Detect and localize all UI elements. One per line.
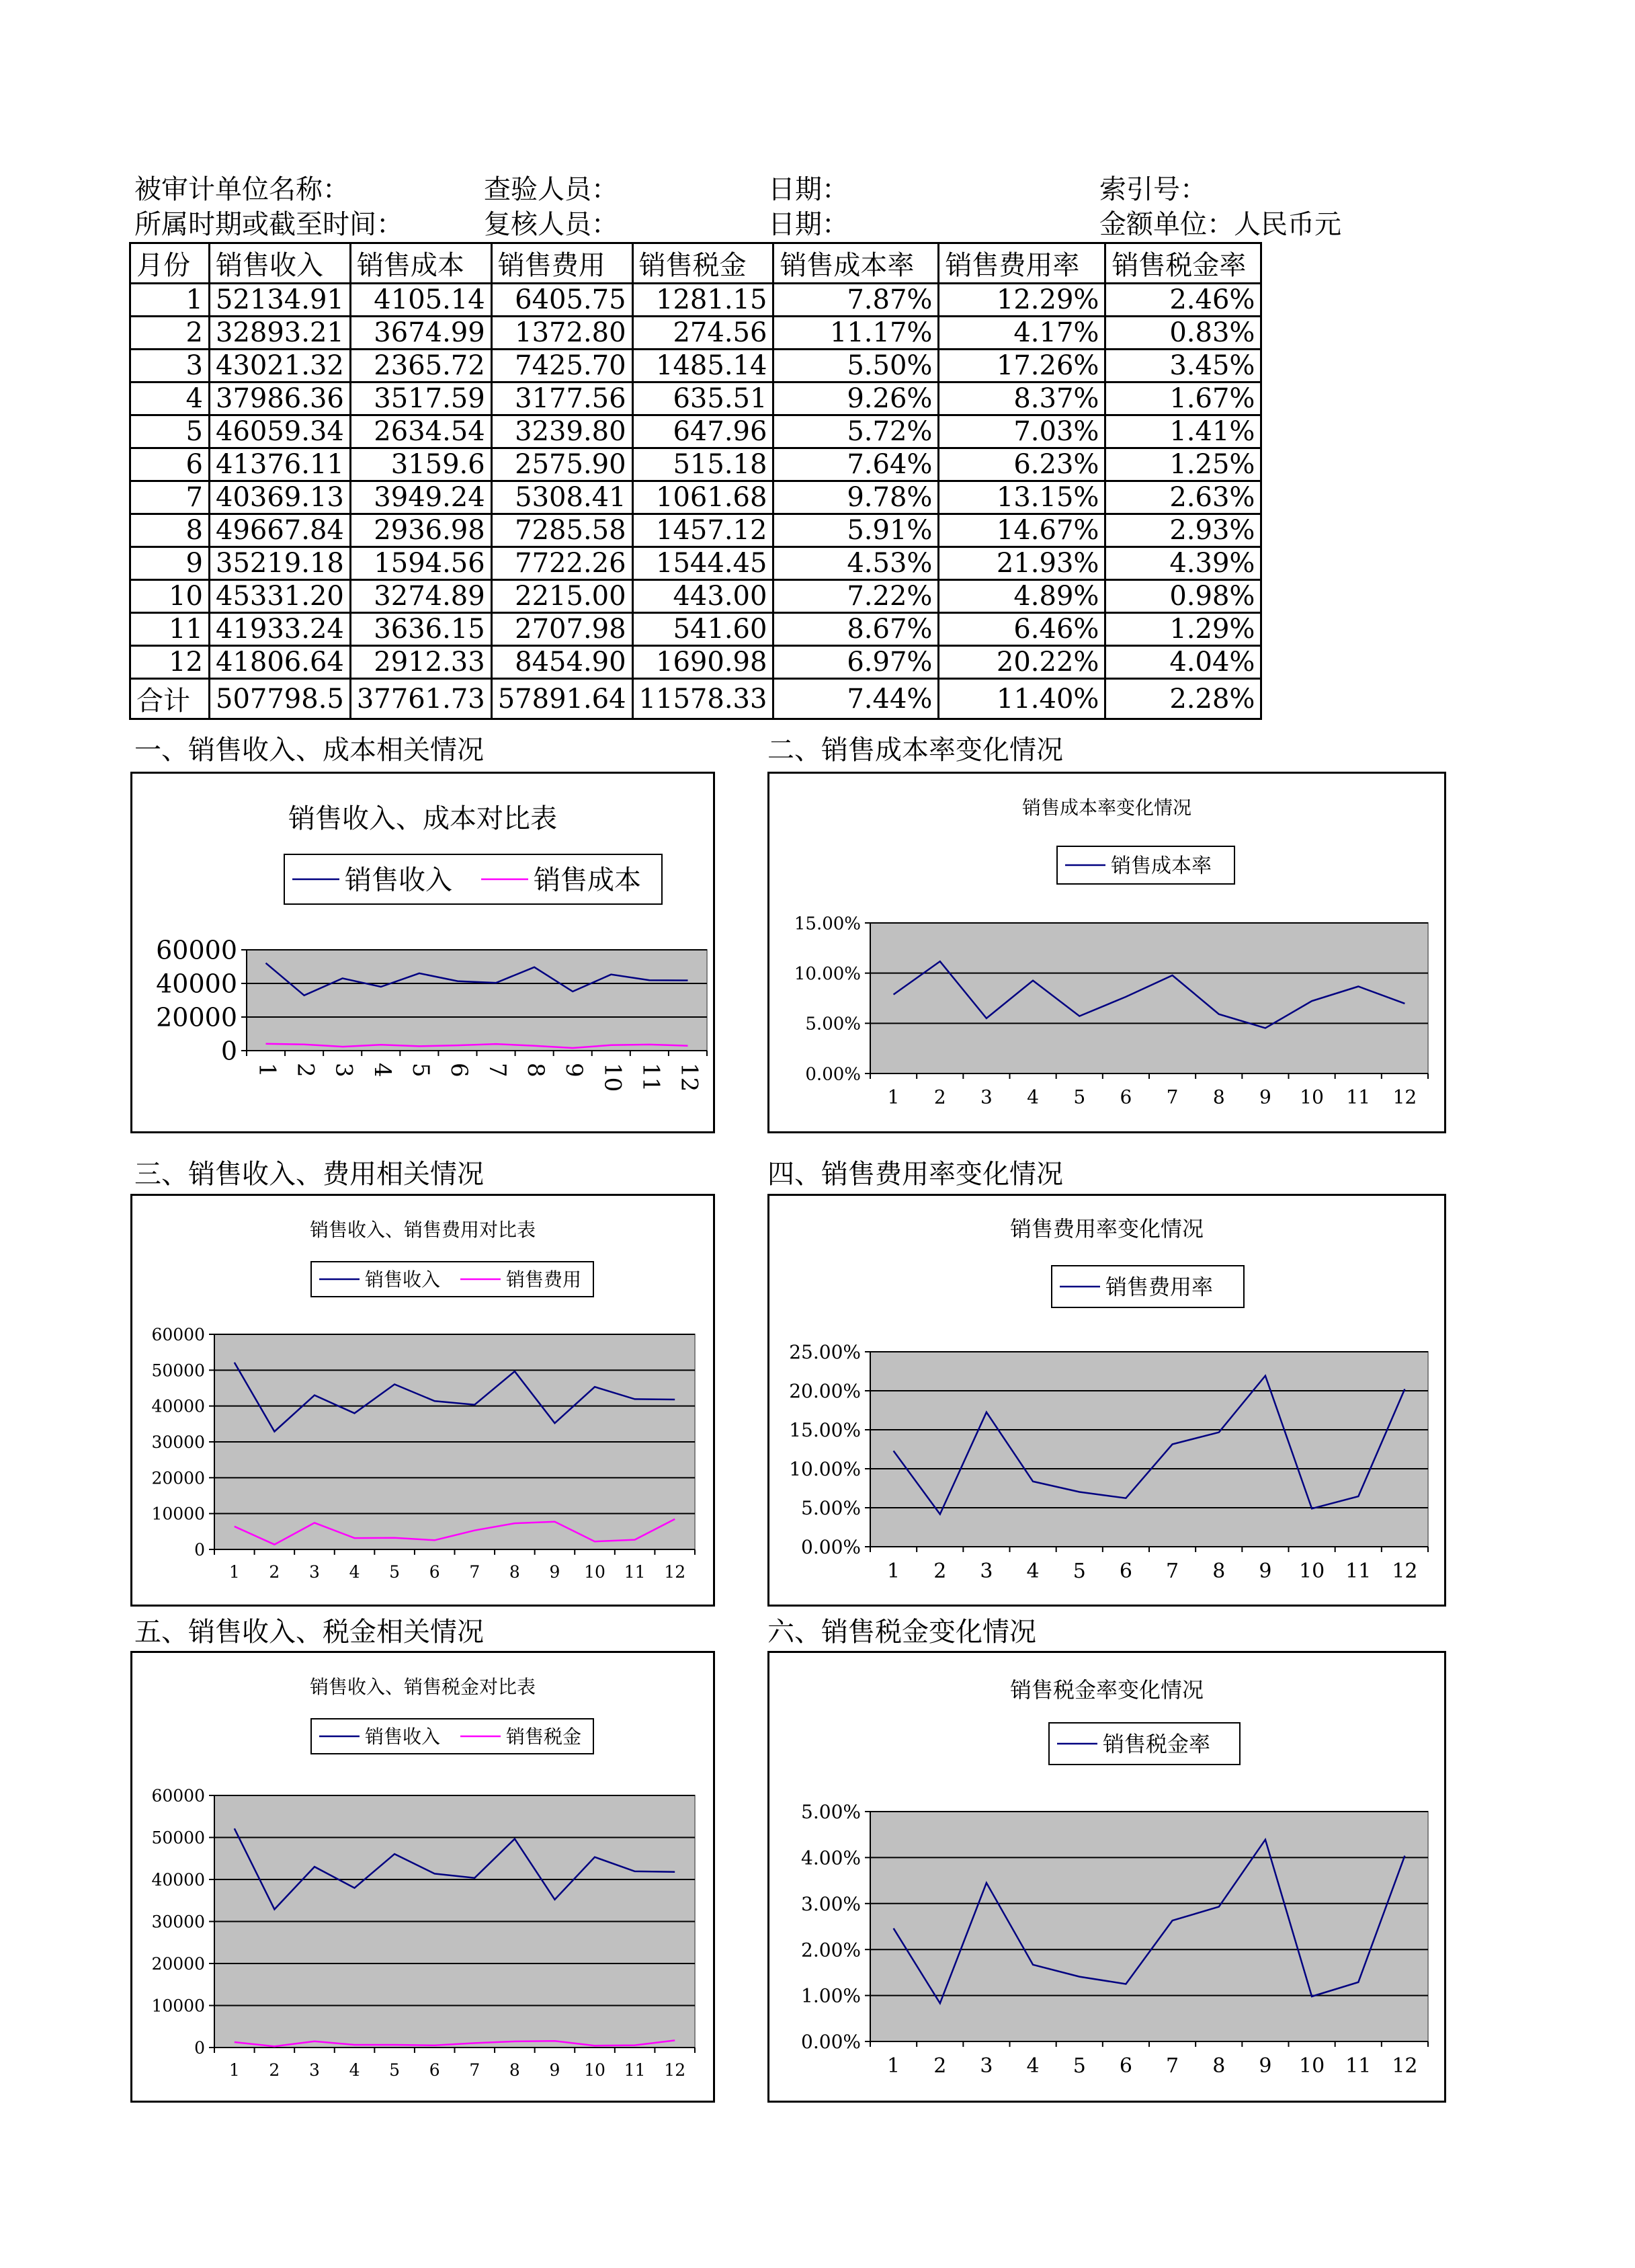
- x-tick-label: 5: [389, 1562, 401, 1582]
- cell-revenue: 32893.21: [210, 317, 351, 350]
- y-tick-label: 30000: [151, 1912, 205, 1932]
- x-tick-label: 8: [1212, 1560, 1226, 1583]
- x-tick-label: 2: [292, 1063, 319, 1078]
- x-tick-label: 9: [549, 1562, 560, 1582]
- cell-tax: 1544.45: [632, 547, 773, 580]
- table-row: [130, 613, 1261, 646]
- cell-month: 10: [130, 580, 210, 613]
- cell-tax: 647.96: [632, 415, 773, 448]
- chart-tax-rate: [767, 1651, 1446, 2103]
- x-tick-label: 8: [1212, 1086, 1225, 1108]
- x-tick-label: 12: [664, 2060, 686, 2080]
- cell-tax: 1457.12: [632, 514, 773, 547]
- x-tick-label: 6: [1119, 2054, 1132, 2078]
- y-tick-label: 50000: [151, 1361, 205, 1381]
- section-title-3: 三、销售收入、费用相关情况: [134, 1159, 484, 1190]
- cell-cost: 2634.54: [350, 415, 491, 448]
- cell-tax-rate: 0.83%: [1105, 317, 1261, 350]
- cell-cost-rate: 7.64%: [773, 448, 939, 481]
- x-tick-label: 7: [1166, 1560, 1179, 1583]
- legend-label: 销售收入: [365, 1726, 441, 1748]
- cell-month: 2: [130, 317, 210, 350]
- col-header-month: 月份: [130, 243, 210, 284]
- y-tick-label: 25.00%: [789, 1341, 861, 1364]
- cell-expense: 7425.70: [491, 350, 632, 382]
- cell-expense: 2575.90: [491, 448, 632, 481]
- cell-expense: 57891.64: [491, 679, 632, 719]
- cell-expense-rate: 17.26%: [939, 350, 1105, 382]
- legend-label: 销售收入: [365, 1268, 441, 1291]
- cell-revenue: 41376.11: [210, 448, 351, 481]
- cell-tax: 1690.98: [632, 646, 773, 679]
- chart-svg: [132, 1196, 713, 1605]
- cell-cost: 1594.56: [350, 547, 491, 580]
- cell-revenue: 43021.32: [210, 350, 351, 382]
- cell-month: 1: [130, 284, 210, 317]
- x-tick-label: 9: [1259, 2054, 1272, 2078]
- cell-expense-rate: 14.67%: [939, 514, 1105, 547]
- x-tick-label: 8: [1212, 2054, 1226, 2078]
- x-tick-label: 6: [1119, 1560, 1132, 1583]
- x-tick-label: 3: [309, 1562, 320, 1582]
- y-tick-label: 0: [194, 1540, 205, 1560]
- cell-revenue: 37986.36: [210, 382, 351, 415]
- chart-title: 销售收入、成本对比表: [288, 803, 557, 834]
- cell-cost: 37761.73: [350, 679, 491, 719]
- y-tick-label: 30000: [151, 1432, 205, 1452]
- cell-tax-rate: 2.28%: [1105, 679, 1261, 719]
- cell-tax: 274.56: [632, 317, 773, 350]
- plot-area: [870, 1812, 1428, 2041]
- cell-month: 12: [130, 646, 210, 679]
- header-reviewer-label: 复核人员：: [484, 209, 618, 240]
- cell-month: 9: [130, 547, 210, 580]
- x-tick-label: 7: [1166, 2054, 1179, 2078]
- y-tick-label: 20000: [151, 1954, 205, 1974]
- legend-label: 销售税金率: [1103, 1731, 1211, 1757]
- cell-month: 3: [130, 350, 210, 382]
- cell-expense: 2707.98: [491, 613, 632, 646]
- legend-label: 销售税金: [506, 1726, 582, 1748]
- y-tick-label: 10.00%: [794, 964, 861, 985]
- table-row: [130, 481, 1261, 514]
- cell-tax: 1061.68: [632, 481, 773, 514]
- cell-tax: 635.51: [632, 382, 773, 415]
- y-tick-label: 3.00%: [801, 1892, 861, 1915]
- chart-svg: [769, 774, 1444, 1131]
- cell-tax-rate: 2.93%: [1105, 514, 1261, 547]
- cell-expense-rate: 4.17%: [939, 317, 1105, 350]
- cell-expense: 5308.41: [491, 481, 632, 514]
- x-tick-label: 12: [1392, 1086, 1417, 1108]
- cell-expense: 6405.75: [491, 284, 632, 317]
- chart-revenue-expense: [130, 1194, 715, 1607]
- y-tick-label: 1.00%: [801, 1984, 861, 2007]
- table-row: [130, 580, 1261, 613]
- cell-cost-rate: 5.50%: [773, 350, 939, 382]
- section-title-2: 二、销售成本率变化情况: [767, 735, 1063, 766]
- x-tick-label: 8: [509, 2060, 520, 2080]
- x-tick-label: 6: [429, 1562, 440, 1582]
- table-row: [130, 547, 1261, 580]
- cell-cost-rate: 7.22%: [773, 580, 939, 613]
- x-tick-label: 1: [228, 1562, 240, 1582]
- x-tick-label: 2: [933, 2054, 947, 2078]
- legend-label: 销售成本: [534, 864, 641, 896]
- legend-label: 销售费用: [506, 1268, 582, 1291]
- cell-cost: 3274.89: [350, 580, 491, 613]
- cell-expense: 3239.80: [491, 415, 632, 448]
- cell-revenue: 35219.18: [210, 547, 351, 580]
- plot-area: [247, 950, 707, 1051]
- x-tick-label: 5: [1073, 1086, 1086, 1108]
- cell-cost-rate: 6.97%: [773, 646, 939, 679]
- y-tick-label: 5.00%: [801, 1801, 861, 1824]
- y-tick-label: 20.00%: [789, 1380, 861, 1403]
- cell-expense-rate: 6.23%: [939, 448, 1105, 481]
- chart-title: 销售费用率变化情况: [1009, 1216, 1204, 1242]
- y-tick-label: 40000: [151, 1870, 205, 1890]
- cell-tax: 1485.14: [632, 350, 773, 382]
- table-row: [130, 350, 1261, 382]
- cell-tax: 11578.33: [632, 679, 773, 719]
- section-title-5: 五、销售收入、税金相关情况: [134, 1617, 484, 1648]
- y-tick-label: 15.00%: [789, 1419, 861, 1442]
- chart-expense-rate: [767, 1194, 1446, 1607]
- x-tick-label: 2: [933, 1086, 946, 1108]
- cell-cost-rate: 11.17%: [773, 317, 939, 350]
- x-tick-label: 2: [269, 2060, 280, 2080]
- section-title-4: 四、销售费用率变化情况: [767, 1159, 1063, 1190]
- y-tick-label: 10000: [151, 1504, 205, 1524]
- cell-cost: 2912.33: [350, 646, 491, 679]
- x-tick-label: 2: [269, 1562, 280, 1582]
- y-tick-label: 0: [220, 1036, 237, 1066]
- plot-area: [870, 923, 1428, 1074]
- cell-tax-rate: 2.46%: [1105, 284, 1261, 317]
- cell-tax-rate: 1.41%: [1105, 415, 1261, 448]
- cell-revenue: 507798.5: [210, 679, 351, 719]
- section-title-1: 一、销售收入、成本相关情况: [134, 735, 484, 766]
- x-tick-label: 12: [1392, 2054, 1418, 2078]
- cell-cost: 4105.14: [350, 284, 491, 317]
- cell-month: 11: [130, 613, 210, 646]
- x-tick-label: 10: [584, 1562, 605, 1582]
- cell-tax: 541.60: [632, 613, 773, 646]
- x-tick-label: 3: [309, 2060, 320, 2080]
- cell-expense-rate: 8.37%: [939, 382, 1105, 415]
- cell-revenue: 45331.20: [210, 580, 351, 613]
- cell-expense-rate: 11.40%: [939, 679, 1105, 719]
- x-tick-label: 7: [484, 1063, 511, 1078]
- chart-cost-rate: [767, 772, 1446, 1133]
- cell-cost: 3674.99: [350, 317, 491, 350]
- x-tick-label: 5: [389, 2060, 401, 2080]
- x-tick-label: 1: [228, 2060, 240, 2080]
- x-tick-label: 7: [469, 2060, 480, 2080]
- x-tick-label: 12: [675, 1063, 703, 1092]
- cell-expense-rate: 6.46%: [939, 613, 1105, 646]
- x-tick-label: 3: [980, 1086, 993, 1108]
- x-tick-label: 4: [1026, 2054, 1040, 2078]
- x-tick-label: 10: [1298, 2054, 1325, 2078]
- table-row: [130, 646, 1261, 679]
- plot-area: [870, 1352, 1428, 1547]
- x-tick-label: 4: [349, 2060, 360, 2080]
- chart-title: 销售税金率变化情况: [1009, 1677, 1204, 1703]
- cell-revenue: 40369.13: [210, 481, 351, 514]
- col-header-revenue: 销售收入: [210, 243, 351, 284]
- table-row: [130, 382, 1261, 415]
- table-row: [130, 448, 1261, 481]
- x-tick-label: 7: [1166, 1086, 1179, 1108]
- x-tick-label: 3: [980, 2054, 993, 2078]
- cell-revenue: 41806.64: [210, 646, 351, 679]
- cell-month: 7: [130, 481, 210, 514]
- cell-revenue: 46059.34: [210, 415, 351, 448]
- cell-expense: 3177.56: [491, 382, 632, 415]
- cell-expense-rate: 12.29%: [939, 284, 1105, 317]
- y-tick-label: 10000: [151, 1996, 205, 2016]
- cell-tax-rate: 2.63%: [1105, 481, 1261, 514]
- cell-month: 合计: [130, 679, 210, 719]
- section-title-6: 六、销售税金变化情况: [767, 1617, 1036, 1648]
- header-date-label: 日期：: [768, 174, 849, 205]
- header-date2-label: 日期：: [768, 209, 849, 240]
- x-tick-label: 1: [887, 2054, 900, 2078]
- chart-svg: [769, 1196, 1444, 1605]
- x-tick-label: 6: [1120, 1086, 1132, 1108]
- cell-tax-rate: 4.39%: [1105, 547, 1261, 580]
- x-tick-label: 11: [637, 1063, 665, 1092]
- x-tick-label: 5: [1073, 2054, 1086, 2078]
- y-tick-label: 0.00%: [801, 2031, 861, 2054]
- cell-tax-rate: 0.98%: [1105, 580, 1261, 613]
- col-header-cost-rate: 销售成本率: [773, 243, 939, 284]
- x-tick-label: 3: [980, 1560, 993, 1583]
- x-tick-label: 10: [1300, 1086, 1324, 1108]
- cell-cost-rate: 9.26%: [773, 382, 939, 415]
- x-tick-label: 2: [933, 1560, 947, 1583]
- y-tick-label: 0: [194, 2038, 205, 2058]
- cell-tax-rate: 1.67%: [1105, 382, 1261, 415]
- y-tick-label: 0.00%: [801, 1536, 861, 1559]
- x-tick-label: 11: [1345, 2054, 1372, 2078]
- col-header-tax: 销售税金: [632, 243, 773, 284]
- cell-cost: 3517.59: [350, 382, 491, 415]
- x-tick-label: 10: [1298, 1560, 1325, 1583]
- cell-expense: 7285.58: [491, 514, 632, 547]
- header-inspector-label: 查验人员：: [484, 174, 618, 205]
- header-period-label: 所属时期或截至时间：: [134, 209, 403, 240]
- cell-expense-rate: 21.93%: [939, 547, 1105, 580]
- col-header-expense: 销售费用: [491, 243, 632, 284]
- x-tick-label: 3: [330, 1063, 358, 1078]
- cell-cost: 2936.98: [350, 514, 491, 547]
- x-tick-label: 4: [349, 1562, 360, 1582]
- x-tick-label: 6: [445, 1063, 472, 1078]
- chart-svg: [132, 1653, 713, 2101]
- y-tick-label: 0.00%: [805, 1064, 861, 1085]
- cell-expense-rate: 4.89%: [939, 580, 1105, 613]
- chart-svg: [769, 1653, 1444, 2101]
- x-tick-label: 12: [1392, 1560, 1418, 1583]
- x-tick-label: 6: [429, 2060, 440, 2080]
- y-tick-label: 10.00%: [789, 1458, 861, 1481]
- table-row: [130, 317, 1261, 350]
- legend-label: 销售费用率: [1105, 1274, 1214, 1300]
- cell-cost-rate: 9.78%: [773, 481, 939, 514]
- cell-expense: 7722.26: [491, 547, 632, 580]
- x-tick-label: 11: [1346, 1086, 1371, 1108]
- cell-month: 4: [130, 382, 210, 415]
- x-tick-label: 4: [368, 1063, 396, 1078]
- cell-expense-rate: 13.15%: [939, 481, 1105, 514]
- cell-tax-rate: 3.45%: [1105, 350, 1261, 382]
- cell-cost: 3636.15: [350, 613, 491, 646]
- x-tick-label: 11: [624, 2060, 646, 2080]
- cell-cost: 3159.6: [350, 448, 491, 481]
- table-row: [130, 679, 1261, 719]
- x-tick-label: 9: [549, 2060, 560, 2080]
- table-header-row: [130, 243, 1261, 284]
- chart-title: 销售收入、销售费用对比表: [309, 1219, 536, 1241]
- x-tick-label: 10: [599, 1063, 626, 1092]
- cell-revenue: 49667.84: [210, 514, 351, 547]
- legend-label: 销售成本率: [1111, 854, 1212, 878]
- table-row: [130, 514, 1261, 547]
- cell-tax: 1281.15: [632, 284, 773, 317]
- chart-title: 销售收入、销售税金对比表: [309, 1676, 536, 1698]
- x-tick-label: 11: [1345, 1560, 1372, 1583]
- y-tick-label: 60000: [151, 1786, 205, 1806]
- cell-cost-rate: 7.87%: [773, 284, 939, 317]
- y-tick-label: 60000: [156, 935, 237, 965]
- y-tick-label: 15.00%: [794, 914, 861, 934]
- cell-revenue: 52134.91: [210, 284, 351, 317]
- x-tick-label: 11: [624, 1562, 646, 1582]
- cell-tax: 515.18: [632, 448, 773, 481]
- chart-svg: [132, 774, 713, 1131]
- cell-month: 5: [130, 415, 210, 448]
- x-tick-label: 1: [887, 1086, 900, 1108]
- y-tick-label: 50000: [151, 1828, 205, 1848]
- x-tick-label: 12: [664, 1562, 686, 1582]
- cell-cost-rate: 5.91%: [773, 514, 939, 547]
- y-tick-label: 4.00%: [801, 1847, 861, 1869]
- x-tick-label: 5: [1073, 1560, 1086, 1583]
- chart-revenue-tax: [130, 1651, 715, 2103]
- x-tick-label: 4: [1026, 1560, 1040, 1583]
- x-tick-label: 1: [887, 1560, 900, 1583]
- cell-cost-rate: 8.67%: [773, 613, 939, 646]
- y-tick-label: 5.00%: [805, 1014, 861, 1035]
- cell-cost-rate: 4.53%: [773, 547, 939, 580]
- y-tick-label: 20000: [156, 1002, 237, 1032]
- y-tick-label: 2.00%: [801, 1939, 861, 1961]
- sales-data-table: [129, 242, 1262, 720]
- x-tick-label: 7: [469, 1562, 480, 1582]
- x-tick-label: 8: [509, 1562, 520, 1582]
- x-tick-label: 1: [253, 1063, 281, 1078]
- x-tick-label: 5: [407, 1063, 434, 1078]
- cell-month: 8: [130, 514, 210, 547]
- col-header-expense-rate: 销售费用率: [939, 243, 1105, 284]
- chart-title: 销售成本率变化情况: [1021, 797, 1192, 819]
- x-tick-label: 9: [1259, 1560, 1272, 1583]
- cell-cost: 3949.24: [350, 481, 491, 514]
- cell-month: 6: [130, 448, 210, 481]
- cell-expense-rate: 7.03%: [939, 415, 1105, 448]
- cell-tax-rate: 4.04%: [1105, 646, 1261, 679]
- x-tick-label: 9: [560, 1063, 588, 1078]
- col-header-cost: 销售成本: [350, 243, 491, 284]
- cell-cost: 2365.72: [350, 350, 491, 382]
- cell-cost-rate: 7.44%: [773, 679, 939, 719]
- header-currency-label: 金额单位：人民币元: [1099, 209, 1341, 240]
- y-tick-label: 40000: [151, 1396, 205, 1416]
- header-index-label: 索引号：: [1099, 174, 1207, 205]
- col-header-tax-rate: 销售税金率: [1105, 243, 1261, 284]
- chart-revenue-cost: [130, 772, 715, 1133]
- cell-revenue: 41933.24: [210, 613, 351, 646]
- cell-expense: 2215.00: [491, 580, 632, 613]
- cell-expense-rate: 20.22%: [939, 646, 1105, 679]
- x-tick-label: 8: [522, 1063, 550, 1078]
- x-tick-label: 9: [1259, 1086, 1271, 1108]
- header-audited-unit-label: 被审计单位名称：: [134, 174, 349, 205]
- cell-tax-rate: 1.29%: [1105, 613, 1261, 646]
- cell-cost-rate: 5.72%: [773, 415, 939, 448]
- x-tick-label: 10: [584, 2060, 605, 2080]
- y-tick-label: 40000: [156, 969, 237, 999]
- x-tick-label: 4: [1027, 1086, 1039, 1108]
- y-tick-label: 20000: [151, 1468, 205, 1488]
- table-row: [130, 284, 1261, 317]
- y-tick-label: 60000: [151, 1325, 205, 1344]
- table-row: [130, 415, 1261, 448]
- y-tick-label: 5.00%: [801, 1497, 861, 1520]
- cell-expense: 1372.80: [491, 317, 632, 350]
- cell-tax: 443.00: [632, 580, 773, 613]
- cell-tax-rate: 1.25%: [1105, 448, 1261, 481]
- legend-label: 销售收入: [345, 864, 452, 896]
- cell-expense: 8454.90: [491, 646, 632, 679]
